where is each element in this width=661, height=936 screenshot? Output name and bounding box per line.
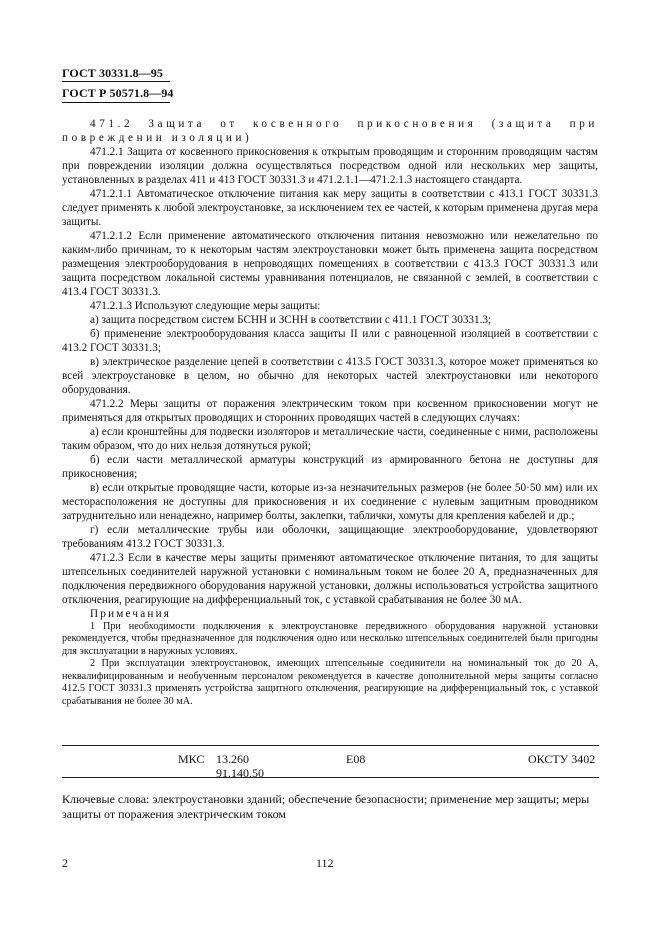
note-item: 2 При эксплуатации электроустановок, имеющих штепсельные соединители на номинальный ток до 20 А, неквалифицированным и необученным персоналом рекомендуется в качестве дополнительной меры защиты согласно 412.5 ГОСТ 30331.3 применять устройства защитного отключения, реагирующие на дифференциальный ток, с уставкой срабатывания не более 30 мА. bbox=[62, 658, 598, 707]
mks-label: МКС bbox=[178, 752, 205, 766]
header-underline bbox=[62, 81, 170, 82]
list-item: в) если открытые проводящие части, которые из-за незначительных размеров (не более 50·50 мм) или их месторасположения не доступны для прикосновения и их соединение с нулевым защитным проводником затруднительно или ненадежно, например болты, заклепки, таблички, хомуты для крепления кабелей и др.; bbox=[62, 482, 598, 522]
list-item: в) электрическое разделение цепей в соответствии с 413.5 ГОСТ 30331.3, которое может применяться ко всей электроустановке в целом, но обычно для некоторых частей электроустановки или некоторого оборудования. bbox=[62, 356, 598, 396]
paragraph: 471.2.2 Меры защиты от поражения электрическим током при косвенном прикосновении могут не применяться для открытых проводящих и сторонних проводящих частей в следующих случаях: bbox=[62, 398, 598, 424]
list-item: а) если кронштейны для подвески изоляторов и металлические части, соединенные с ними, расположены таким образом, что до них нельзя дотянуться рукой; bbox=[62, 426, 598, 452]
note-item: 1 При необходимости подключения к электроустановке передвижного оборудования наружной установки рекомендуется, чтобы предназначенное для подключения одно или несколько штепсельных соединителей были пригодны для эксплуатации в наружных условиях. bbox=[62, 621, 598, 657]
classification-code: Е08 bbox=[346, 752, 366, 766]
list-item: а) защита посредством систем БСНН и ЗСНН в соответствии с 411.1 ГОСТ 30331.3; bbox=[90, 314, 492, 326]
standard-number-primary: ГОСТ 30331.8—95 bbox=[62, 66, 163, 80]
list-item: б) применение электрооборудования класса защиты II или с равноценной изоляцией в соответствии с 413.2 ГОСТ 30331.3; bbox=[62, 328, 598, 354]
okstu-code: ОКСТУ 3402 bbox=[528, 752, 596, 766]
keywords: Ключевые слова: электроустановки зданий; обеспечение безопасности; применение мер защиты; меры защиты от поражения электрическим током bbox=[62, 792, 590, 821]
paragraph: 471.2.1.3 Используют следующие меры защиты: bbox=[90, 300, 321, 312]
page-number: 2 bbox=[62, 856, 68, 870]
paragraph: 471.2.1 Защита от косвенного прикосновения к открытым проводящим и сторонним проводящим частям при повреждении изоляции должна осуществляться посредством одной или нескольких мер защиты, установленных в разделах 411 и 413 ГОСТ 30331.3 и 471.2.1.1—471.2.1.3 настоящего стандарта. bbox=[62, 146, 598, 186]
classification-rule bbox=[62, 777, 599, 778]
list-item: б) если части металлической арматуры конструкций из армированного бетона не доступны для прикосновения; bbox=[62, 454, 598, 480]
notes-heading: Примечания bbox=[90, 608, 172, 620]
header-underline bbox=[62, 102, 170, 103]
section-heading: 471.2 Защита от косвенного прикосновения (защита при повреждении изоляции) bbox=[62, 118, 598, 144]
document-body bbox=[62, 117, 598, 708]
paragraph: 471.2.3 Если в качестве меры защиты применяют автоматическое отключение питания, то для защиты штепсельных соединителей наружной установки с номинальным током не более 20 А, предназначенных для подключения передвижного оборудования наружной установки, должны использоваться устройства защитного отключения, реагирующие на дифференциальный ток, с уставкой срабатывания не более 30 мА. bbox=[62, 552, 598, 606]
paragraph: 471.2.1.1 Автоматическое отключение питания как меру защиты в соответствии с 413.1 ГОСТ 30331.3 следует применять к любой электроустановке, за исключением тех ее частей, к которым применена другая мера защиты. bbox=[62, 188, 598, 228]
sheet-number: 112 bbox=[316, 856, 334, 870]
standard-number-secondary: ГОСТ Р 50571.8—94 bbox=[62, 86, 174, 100]
paragraph: 471.2.1.2 Если применение автоматического отключения питания невозможно или нежелательно по каким-либо причинам, то к некоторым частям электроустановки может быть применена защита посредством размещения электрооборудования в непроводящих помещениях в соответствии с 413.3 ГОСТ 30331.3 или защита посредством локальной системы уравнивания потенциалов, не связанной с землей, в соответствии с 413.4 ГОСТ 30331.3. bbox=[62, 230, 598, 298]
classification-rule bbox=[62, 745, 599, 746]
mks-code: 13.260 bbox=[216, 752, 249, 766]
mks-code: 91.140.50 bbox=[216, 766, 264, 780]
list-item: г) если металлические трубы или оболочки, защищающие электрооборудование, удовлетворяют требованиям 413.2 ГОСТ 30331.3. bbox=[62, 524, 598, 550]
